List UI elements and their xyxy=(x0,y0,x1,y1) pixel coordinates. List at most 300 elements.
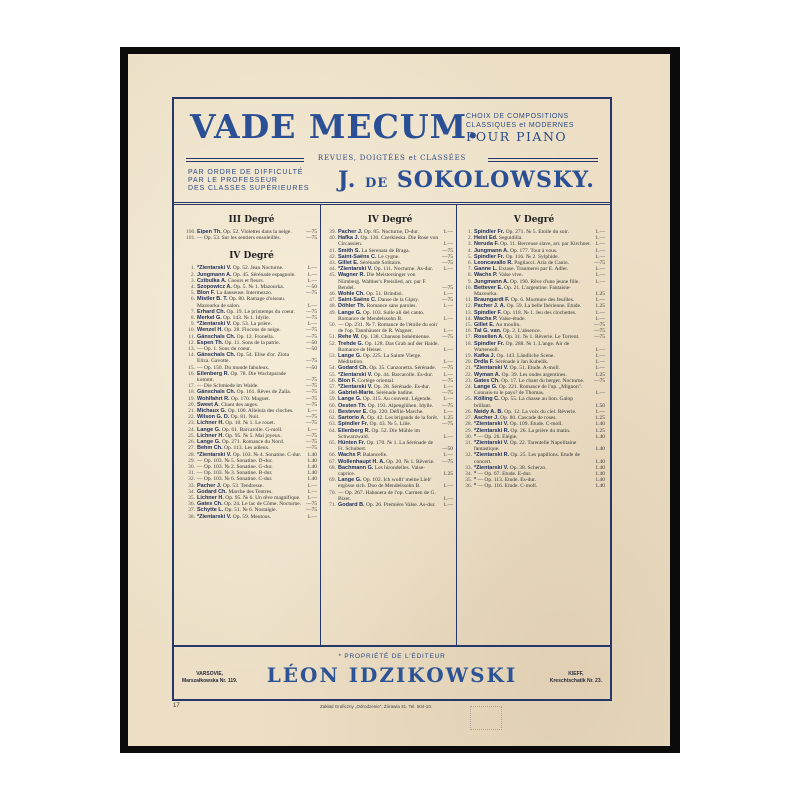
entry-composer: Tal G. van. xyxy=(474,328,502,335)
entry-number: 15. xyxy=(465,322,472,329)
entry-title: Sérénade badine. xyxy=(376,390,414,397)
entry-number: 18. xyxy=(465,340,472,347)
entry-number: 48. xyxy=(329,303,336,310)
entry-title: Op. 5. № 1. Mazourka. xyxy=(233,284,285,291)
entry-price: 1.— xyxy=(595,365,605,372)
entry-composer: *Zientarski R. xyxy=(474,427,510,434)
entry-price: 1.— xyxy=(595,390,605,397)
catalog-entry xyxy=(327,465,453,477)
entry-composer: Gillet E. xyxy=(338,260,359,267)
entry-price: 1.— xyxy=(595,346,605,353)
entry-number: 18. xyxy=(188,389,195,396)
entry-composer: *Zientarski R. xyxy=(474,452,510,459)
entry-title: Op. 26. La prière du matin. xyxy=(510,427,571,434)
entry-price: —50 xyxy=(306,364,317,371)
author-initial: J. xyxy=(338,167,357,193)
entry-title: Op. 44. Barcarolle. Es-dur. xyxy=(373,371,433,378)
entry-composer: Spindler F. xyxy=(474,309,502,316)
entry-number: 44. xyxy=(329,266,336,273)
entry-number: 27. xyxy=(465,415,472,422)
entry-title: Die Meistersinger von Nürnberg. Walther's Preislied, arr. par F. Bendel. xyxy=(338,272,427,291)
entry-composer: *Zientarski V. xyxy=(338,371,373,378)
entry-composer: *Zientarski V. xyxy=(197,321,232,328)
entry-number: 19. xyxy=(188,395,195,402)
entry-title: La Serenata de Braga. xyxy=(361,247,410,254)
entry-text xyxy=(338,310,439,322)
entry-title: — Op. 150. Du monde fabuleux. xyxy=(197,364,270,371)
entry-price: 1.— xyxy=(307,302,317,309)
entry-title: — Op. 67. Etude. E-dur. xyxy=(477,470,532,477)
entry-composer: Eilenberg R. xyxy=(197,370,230,377)
entry-number: 2. xyxy=(467,235,472,242)
entry-number: 63. xyxy=(329,421,336,428)
entry-composer: Wohle Ch. xyxy=(338,291,365,298)
catalog-frame xyxy=(172,97,612,701)
entry-title: Op. 102. Ich wollt' meine Lieb' ergösse sich. Duo de Mendelssohn B. xyxy=(338,477,432,490)
entry-number: 42. xyxy=(329,253,336,260)
entry-number: 31. xyxy=(465,439,472,446)
entry-number: 25. xyxy=(465,396,472,403)
entry-composer: Pacher J. A. xyxy=(474,303,506,310)
entry-title: Op. 21. L'argentine. Fantaisie-Mazourka. xyxy=(474,284,571,298)
subtitle-line: CHOIX DE COMPOSITIONS xyxy=(466,113,569,120)
entry-composer: Jungmann A. xyxy=(197,271,232,278)
entry-number: 70. xyxy=(329,489,336,496)
entry-title: Au moulin. xyxy=(495,322,521,329)
entry-composer: * xyxy=(474,483,477,490)
page-number: 17 xyxy=(173,703,180,709)
entry-price: 1.40 xyxy=(307,457,317,464)
entry-title: — Op. 103. № 3. Sonatine. B-dur. xyxy=(197,470,273,477)
entry-number: 14. xyxy=(465,315,472,322)
entry-number: 57. xyxy=(329,384,336,391)
entry-text xyxy=(338,465,439,477)
entry-text xyxy=(338,235,439,247)
entry-number: 17. xyxy=(188,383,195,390)
entry-composer: Bestever E. xyxy=(338,408,368,415)
entry-price: 1.40 xyxy=(307,470,317,477)
entry-text xyxy=(474,396,591,408)
entry-price: —75 xyxy=(442,377,453,384)
entry-number: 21. xyxy=(465,365,472,372)
entry-title: Op. 24. Le lac de Côme. Nocturne. xyxy=(224,501,302,508)
entry-composer: Lichner H. xyxy=(197,494,224,501)
entry-price: —75 xyxy=(594,334,605,341)
entry-composer: Lange G. xyxy=(338,309,362,316)
entry-price: 1.— xyxy=(443,359,453,366)
entry-number: 22. xyxy=(188,414,195,421)
entry-price: —75 xyxy=(306,235,317,242)
entry-composer: Hafka J. xyxy=(338,235,360,242)
entry-price: 1.— xyxy=(443,328,453,335)
entry-number: 29. xyxy=(465,427,472,434)
entry-composer: Jungmann A. xyxy=(474,247,509,254)
entry-price: 1.25 xyxy=(595,427,605,434)
entry-composer: Pacher J. xyxy=(338,229,363,235)
entry-text xyxy=(338,272,439,291)
entry-price: 1.— xyxy=(307,408,317,415)
entry-number: 40. xyxy=(329,235,336,242)
entry-composer: *Zientarski V. xyxy=(197,451,232,458)
entry-title: Op. 95. № 6. Un rêve magnifique. xyxy=(225,494,301,501)
entry-number: 16. xyxy=(465,328,472,335)
catalog-entry xyxy=(327,341,453,353)
entry-title: Op. 116. № 2. Sylphide. xyxy=(505,253,559,260)
entry-number: 3. xyxy=(190,277,195,284)
entry-number: 36. xyxy=(188,501,195,508)
entry-number: 37. xyxy=(188,507,195,514)
entry-number: 27. xyxy=(188,445,195,452)
entry-title: Op. 225. La Sainte Vierge. Méditation. xyxy=(338,353,422,366)
entry-composer: Pacher J. xyxy=(197,482,222,489)
entry-text xyxy=(338,490,439,502)
entry-price: —50 xyxy=(306,284,317,291)
entry-price: 1.40 xyxy=(595,421,605,428)
entry-text xyxy=(338,440,439,452)
entry-price: 1.25 xyxy=(595,291,605,298)
city-name: KIEFF, xyxy=(568,671,584,677)
entry-composer: Wollenhaupt H. A. xyxy=(338,458,385,465)
entry-number: 20. xyxy=(188,401,195,408)
entry-number: 31. xyxy=(188,470,195,477)
entry-number: 16. xyxy=(188,370,195,377)
entry-composer: Wachs P. xyxy=(338,452,362,459)
entry-price: —50 xyxy=(306,346,317,353)
library-stamp xyxy=(470,706,502,730)
entry-composer: Wenzel H. xyxy=(197,327,223,334)
entry-text xyxy=(474,341,591,353)
catalog-entry xyxy=(327,353,453,365)
catalog-entry xyxy=(327,502,453,508)
entry-title: Op. 28. Sérénade. Es-dur. xyxy=(373,384,431,391)
entry-number: 20. xyxy=(465,359,472,366)
catalog-entry xyxy=(186,352,317,364)
catalog-entry xyxy=(327,490,453,502)
entry-composer: Szopowicz A. xyxy=(197,284,232,291)
entry-price: 1.— xyxy=(443,495,453,502)
entry-number: 30. xyxy=(465,433,472,440)
entry-price: 1.— xyxy=(443,346,453,353)
entry-price: —75 xyxy=(306,333,317,340)
entry-number: 62. xyxy=(329,415,336,422)
page-title: VADE MECUM. xyxy=(190,107,480,146)
entry-composer: Jungmann A. xyxy=(474,278,509,285)
entry-number: 46. xyxy=(329,291,336,298)
entry-price: 1.25 xyxy=(595,303,605,310)
catalog-entry xyxy=(463,384,605,396)
kiev-address xyxy=(550,671,602,684)
entry-number: 9. xyxy=(190,321,195,328)
entry-title: Op. 100. Alleluia des cloches. xyxy=(227,408,294,415)
entry-title: Op. 221. Romance de l'op. „Mignon". Connais-tu le pays? de Thomas. xyxy=(474,384,583,397)
entry-number: 24. xyxy=(188,426,195,433)
entry-title: Op. 22. Tarentelle Napolitaine fantastique. xyxy=(474,439,577,453)
entry-title: Op. 143. Ländliche Scene. xyxy=(496,353,555,360)
entry-composer: Merkel G. xyxy=(197,315,222,322)
entry-composer: Eipen Th. xyxy=(197,229,222,235)
entry-price: 1.25 xyxy=(443,415,453,422)
entry-composer: Bettever E. xyxy=(474,284,503,291)
entry-title: Op. 109. Etude. C-moll. xyxy=(509,421,563,428)
entry-composer: Wilson G. D. xyxy=(197,414,230,421)
street-address: Kreschtschatik Nr. 23. xyxy=(549,677,602,684)
entry-number: 43. xyxy=(329,260,336,267)
entry-number: 28. xyxy=(465,421,472,428)
entry-composer: Godard B. xyxy=(338,501,365,508)
entry-price: —75 xyxy=(594,260,605,267)
entry-title: — Op. 103. № 5. Sonatine. D-dur. xyxy=(197,457,273,464)
catalog-entry xyxy=(327,310,453,322)
entry-composer: Gillet E. xyxy=(474,322,495,329)
entry-composer: * xyxy=(474,433,477,440)
entry-composer: Drdla F. xyxy=(474,359,494,366)
entry-price: —75 xyxy=(594,328,605,335)
entry-title: Op. 26. Première Valse. As-dur. xyxy=(365,501,436,508)
entry-price: —75 xyxy=(442,253,453,260)
entry-composer: Neruda F. xyxy=(474,241,499,248)
entry-composer: Lange G. xyxy=(338,477,362,484)
entry-composer: Spindler Fr. xyxy=(474,340,505,347)
entry-number: 26. xyxy=(465,408,472,415)
entry-title: Op. 170. № 1. La Sérénade de Fr. Schubert. xyxy=(338,439,434,453)
subtitle-line: POUR PIANO xyxy=(466,129,568,144)
entry-title: Op. 53. Tendresse. xyxy=(222,482,264,489)
entry-title: Op. 45. Sérénade espagnole. xyxy=(233,271,296,278)
entry-title: Op. 39. Les ondes argentines. xyxy=(501,371,567,378)
entry-title: Marche des Tentres. xyxy=(228,488,273,495)
catalog-entry xyxy=(186,514,317,520)
entry-price: —75 xyxy=(594,377,605,384)
entry-title: Op. 42. Les brigands de la forêt. xyxy=(367,415,439,422)
entry-title: Op. 143. № 1. Idylle. xyxy=(223,315,270,322)
entry-composer: Michaux G. xyxy=(197,408,227,415)
entry-composer: Spindler Fr. xyxy=(338,421,369,428)
entry-price: 1.25 xyxy=(443,470,453,477)
entry-title: — Op. 103. № 6. Sonatine. C-dur. xyxy=(197,476,273,483)
entry-price: 1.40 xyxy=(595,446,605,453)
entry-price: —75 xyxy=(306,420,317,427)
entry-price: 1.— xyxy=(307,488,317,495)
entry-title: Op. 54. Elise d'or. Zlota Eliza. Gavotte. xyxy=(197,352,290,365)
catalog-entry xyxy=(463,440,605,452)
entry-composer: Gates Ch. xyxy=(474,377,500,384)
entry-price: 1.— xyxy=(595,278,605,285)
entry-price: —75 xyxy=(306,395,317,402)
entry-composer: Lange G. xyxy=(197,439,221,446)
entry-price: —75 xyxy=(442,402,453,409)
entry-price: —75 xyxy=(442,365,453,372)
entry-composer: Saint-Saëns C. xyxy=(338,253,377,260)
entry-title: Valse-étude. xyxy=(498,315,526,322)
entry-price: —75 xyxy=(442,284,453,291)
entry-composer: *Zientarski V. xyxy=(474,421,509,428)
catalog-entry xyxy=(186,371,317,383)
entry-composer: Lange G. xyxy=(197,426,221,433)
entry-title: Op. 51. Brindisi. xyxy=(366,291,403,298)
entry-title: Op. 38. Scherzo. xyxy=(509,464,547,471)
entry-text xyxy=(338,322,439,334)
entry-number: 14. xyxy=(188,352,195,359)
entry-number: 53. xyxy=(329,353,336,360)
entry-price: —50 xyxy=(306,339,317,346)
entry-composer: Ganne L. xyxy=(474,266,498,273)
entry-title: — Op. 1. Sons du coeur. xyxy=(197,346,252,353)
entry-composer: Roselien A. xyxy=(474,334,504,341)
entry-text xyxy=(474,452,591,464)
entry-title: Op. 78. Die Wachtparade kommt. xyxy=(197,370,286,384)
entry-composer: *Zientarski V. xyxy=(338,384,373,391)
entry-composer: Ascher J. xyxy=(474,415,499,422)
entry-title: Cortège oriental. xyxy=(357,377,395,384)
entry-number: 35. xyxy=(465,477,472,484)
entry-number: 15. xyxy=(188,364,195,371)
entry-price: 1.— xyxy=(595,359,605,366)
entry-title: Op. 271. Romance du Nord. xyxy=(221,439,285,446)
entry-title: La danseuse. Intermezzo. xyxy=(216,290,273,297)
entry-price: —75 xyxy=(442,297,453,304)
entry-composer: *Zientarski V. xyxy=(338,266,373,273)
entry-title: Op. 55. La chasse au lion. Galop brillant. xyxy=(474,396,573,409)
entry-composer: Sartorio A. xyxy=(338,415,366,422)
entry-title: Op. 118. № 1. Jeu des clochettes. xyxy=(503,309,577,316)
entry-price: 1.— xyxy=(595,315,605,322)
entry-title: Op. 220. Défilé-Marche. xyxy=(369,408,424,415)
publisher-footer xyxy=(174,645,610,701)
entry-title: Danse de la Gipsy. xyxy=(377,297,420,304)
entry-number: 23. xyxy=(188,420,195,427)
entry-number: 7. xyxy=(467,266,472,273)
entry-title: Op. 95. № 5. Mai joyeux. xyxy=(225,432,282,439)
entry-price: 1.— xyxy=(443,291,453,298)
entry-number: 34. xyxy=(465,470,472,477)
entry-composer: Smith S. xyxy=(338,247,361,254)
entry-composer: Leoncavallo R. xyxy=(474,260,513,267)
entry-number: 6. xyxy=(190,296,195,303)
entry-text xyxy=(474,483,591,489)
entry-number: 71. xyxy=(329,501,336,508)
entry-price: 1.25 xyxy=(595,371,605,378)
entry-price: 1.— xyxy=(443,229,453,235)
entry-composer: Gänschals Ch. xyxy=(197,352,236,359)
catalog-entry xyxy=(186,235,317,241)
entry-text xyxy=(338,428,439,440)
entry-text xyxy=(338,502,439,508)
catalog-columns xyxy=(174,205,610,645)
entry-price: 1.— xyxy=(443,371,453,378)
entry-price: 1.25 xyxy=(595,415,605,422)
entry-title: — Die Schmiede im Walde. xyxy=(197,383,259,390)
entry-price: —75 xyxy=(306,389,317,396)
entry-price: —75 xyxy=(306,377,317,384)
entry-title: — Op. 231. № 7. Romance de l'étoile du soir de l'op. Tannhäuser de R. Wagner. xyxy=(338,322,438,335)
entry-text xyxy=(197,371,303,383)
entry-composer: Oesten Th. xyxy=(338,402,367,409)
entry-number: 24. xyxy=(465,384,472,391)
entry-price: —75 xyxy=(306,358,317,365)
entry-title: — Op. 267. Habanera de l'op. Carmen de G. Bizet. xyxy=(338,489,436,502)
entry-title: Op. 11. Sons de la patrie. xyxy=(224,339,281,346)
entry-price: —50 xyxy=(442,446,453,453)
entry-composer: Godard Ch. xyxy=(338,365,368,372)
entry-number: 13. xyxy=(188,346,195,353)
entry-composer: * xyxy=(474,477,477,484)
catalog-entry xyxy=(327,322,453,334)
entry-composer: Kölling C. xyxy=(474,396,500,403)
entry-title: Sérénade à Jan Kubelik. xyxy=(495,359,549,366)
entry-title: Op. 111. Nocturne. As-dur. xyxy=(373,266,434,273)
entry-number: 39. xyxy=(329,229,336,235)
entry-number: 58. xyxy=(329,390,336,397)
entry-composer: Sweet A. xyxy=(197,401,220,408)
entry-price: 1.— xyxy=(595,266,605,273)
entry-number: 5. xyxy=(467,253,472,260)
entry-composer: Wohlfahrt R. xyxy=(197,395,230,402)
entry-price: —75 xyxy=(594,322,605,329)
entry-number: 3. xyxy=(467,241,472,248)
entry-number: 12. xyxy=(465,303,472,310)
entry-composer: Braungardt F. xyxy=(474,297,510,304)
entry-number: 33. xyxy=(188,482,195,489)
entry-number: 52. xyxy=(329,340,336,347)
entry-composer: Döhler Th. xyxy=(338,303,366,310)
entry-title: Op. 190. Rêve d'une jeune fille. xyxy=(510,278,580,285)
entry-title: Op. 52. Jean Nocturne. xyxy=(232,265,284,272)
catalog-entry xyxy=(327,272,453,291)
entry-number: 68. xyxy=(329,464,336,471)
entry-price: 1.— xyxy=(595,229,605,235)
entry-text xyxy=(197,296,303,308)
entry-title: Op. 271. № 5. Etoile du soir. xyxy=(505,229,569,235)
entry-price: 1.— xyxy=(595,309,605,316)
entry-title: Op. 52. Die Mühle im Schwarzwald. xyxy=(338,427,421,440)
catalog-entry xyxy=(463,396,605,408)
entry-composer: Spindler Fr. xyxy=(474,253,505,260)
entry-price: —75 xyxy=(306,401,317,408)
entry-title: Op. 85. Nocturne, D-dur. xyxy=(363,229,419,235)
entry-title: Op. 103. № 4. Sonatine. C-dur. xyxy=(232,451,302,458)
column-2 xyxy=(320,205,456,645)
entry-composer: Czibulka A. xyxy=(197,277,227,284)
entry-title: — Op. 103. № 2. Sonatine. G-dur. xyxy=(197,463,273,470)
entry-composer: Wagner R. xyxy=(338,272,365,279)
entry-price: —75 xyxy=(306,308,317,315)
entry-title: Valse vive. xyxy=(498,272,523,279)
entry-number: 47. xyxy=(329,297,336,304)
entry-title: Coeurs et fleurs. xyxy=(227,277,265,284)
subtitle xyxy=(466,113,574,144)
entry-price: —75 xyxy=(442,458,453,465)
entry-price: —75 xyxy=(306,414,317,421)
entry-number: 6. xyxy=(467,260,472,267)
entry-number: 5. xyxy=(190,290,195,297)
entry-number: 17. xyxy=(465,334,472,341)
entry-price: —75 xyxy=(442,260,453,267)
ordre-line: DES CLASSES SUPÉRIEURES xyxy=(188,185,310,192)
entry-number: 41. xyxy=(329,247,336,254)
entry-number: 25. xyxy=(188,432,195,439)
entry-composer: Erhard Ch. xyxy=(197,308,226,315)
entry-price: 1.40 xyxy=(595,458,605,465)
catalog-entry xyxy=(327,428,453,440)
entry-price: 1.— xyxy=(307,426,317,433)
entry-title: Op. 315. Au couvent. Légende. xyxy=(362,396,432,403)
entry-title: Op. 11. Berceuse slave, arr. par Kirchner. xyxy=(500,241,591,248)
entry-price: —75 xyxy=(306,439,317,446)
entry-composer: Spindler Fr. xyxy=(474,229,505,235)
entry-price: 1.40 xyxy=(307,451,317,458)
entry-title: Op. 12. Fronella. xyxy=(236,333,275,340)
entry-title: Op. 177. Tout à vous. xyxy=(510,247,558,254)
